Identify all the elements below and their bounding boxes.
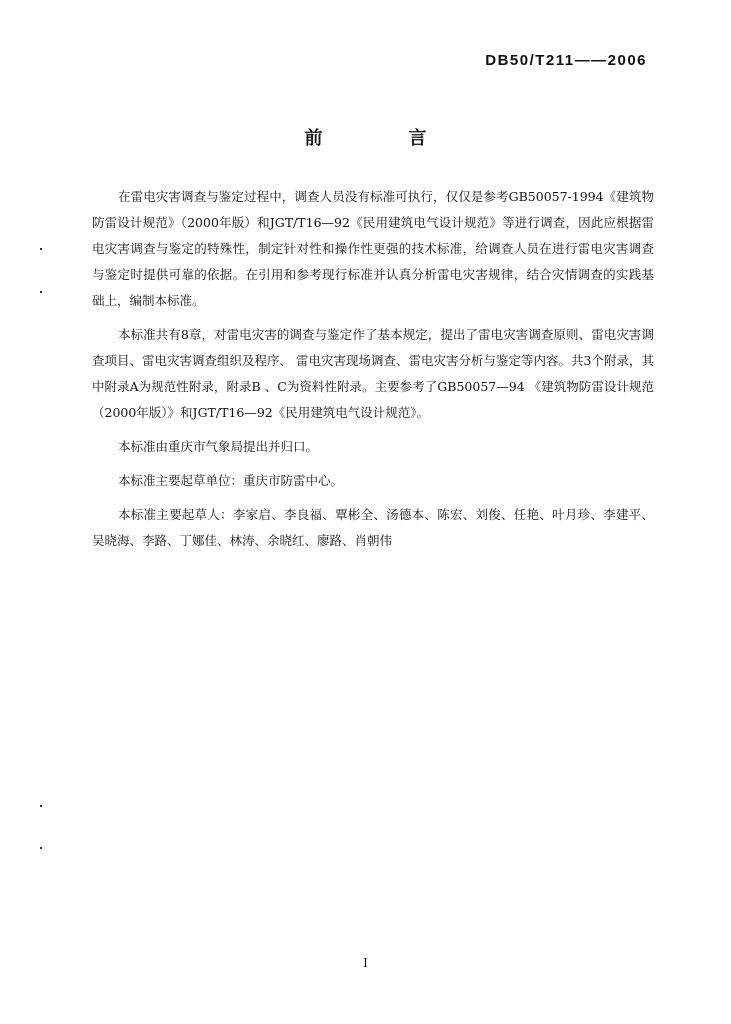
paragraph-drafters: 本标准主要起草人：李家启、李良福、覃彬全、汤德本、陈宏、刘俊、任艳、叶月珍、李建平、吴晓海、李路、丁娜佳、林涛、余晓红、廖路、肖朝伟 (92, 507, 654, 548)
binding-mark (40, 847, 42, 849)
foreword-body (92, 184, 654, 562)
paragraph-proposer: 本标准由重庆市气象局提出并归口。 (118, 439, 319, 454)
binding-mark (40, 248, 42, 250)
standard-code: DB50/T211——2006 (485, 52, 647, 69)
paragraph-structure: 本标准共有8章，对雷电灾害的调查与鉴定作了基本规定，提出了雷电灾害调查原则、雷电灾害调查项目、雷电灾害调查组织及程序、 雷电灾害现场调查、雷电灾害分析与鉴定等内容。共3个附录，其中附录A为规范性附录，附录B 、C为资料性附录。主要参考了GB50057—94 《建筑物防雷设计规范（2000年版）》和JGT/T16—92《民用建筑电气设计规范》。 (92, 327, 654, 420)
binding-mark (40, 291, 42, 293)
page-title: 前 言 (304, 128, 461, 149)
paragraph-background: 在雷电灾害调查与鉴定过程中，调查人员没有标准可执行，仅仅是参考GB50057-1994《建筑物防雷设计规范》（2000年版）和JGT/T16—92《民用建筑电气设计规范》等进行调查，因此应根据雷电灾害调查与鉴定的特殊性，制定针对性和操作性更强的技术标准，给调查人员在进行雷电灾害调查与鉴定时提供可靠的依据。在引用和参考现行标准并认真分析雷电灾害规律，结合灾情调查的实践基础上，编制本标准。 (92, 189, 654, 308)
page-number: I (363, 956, 368, 970)
binding-mark (40, 805, 42, 807)
paragraph-drafting-unit: 本标准主要起草单位：重庆市防雷中心。 (118, 473, 344, 488)
